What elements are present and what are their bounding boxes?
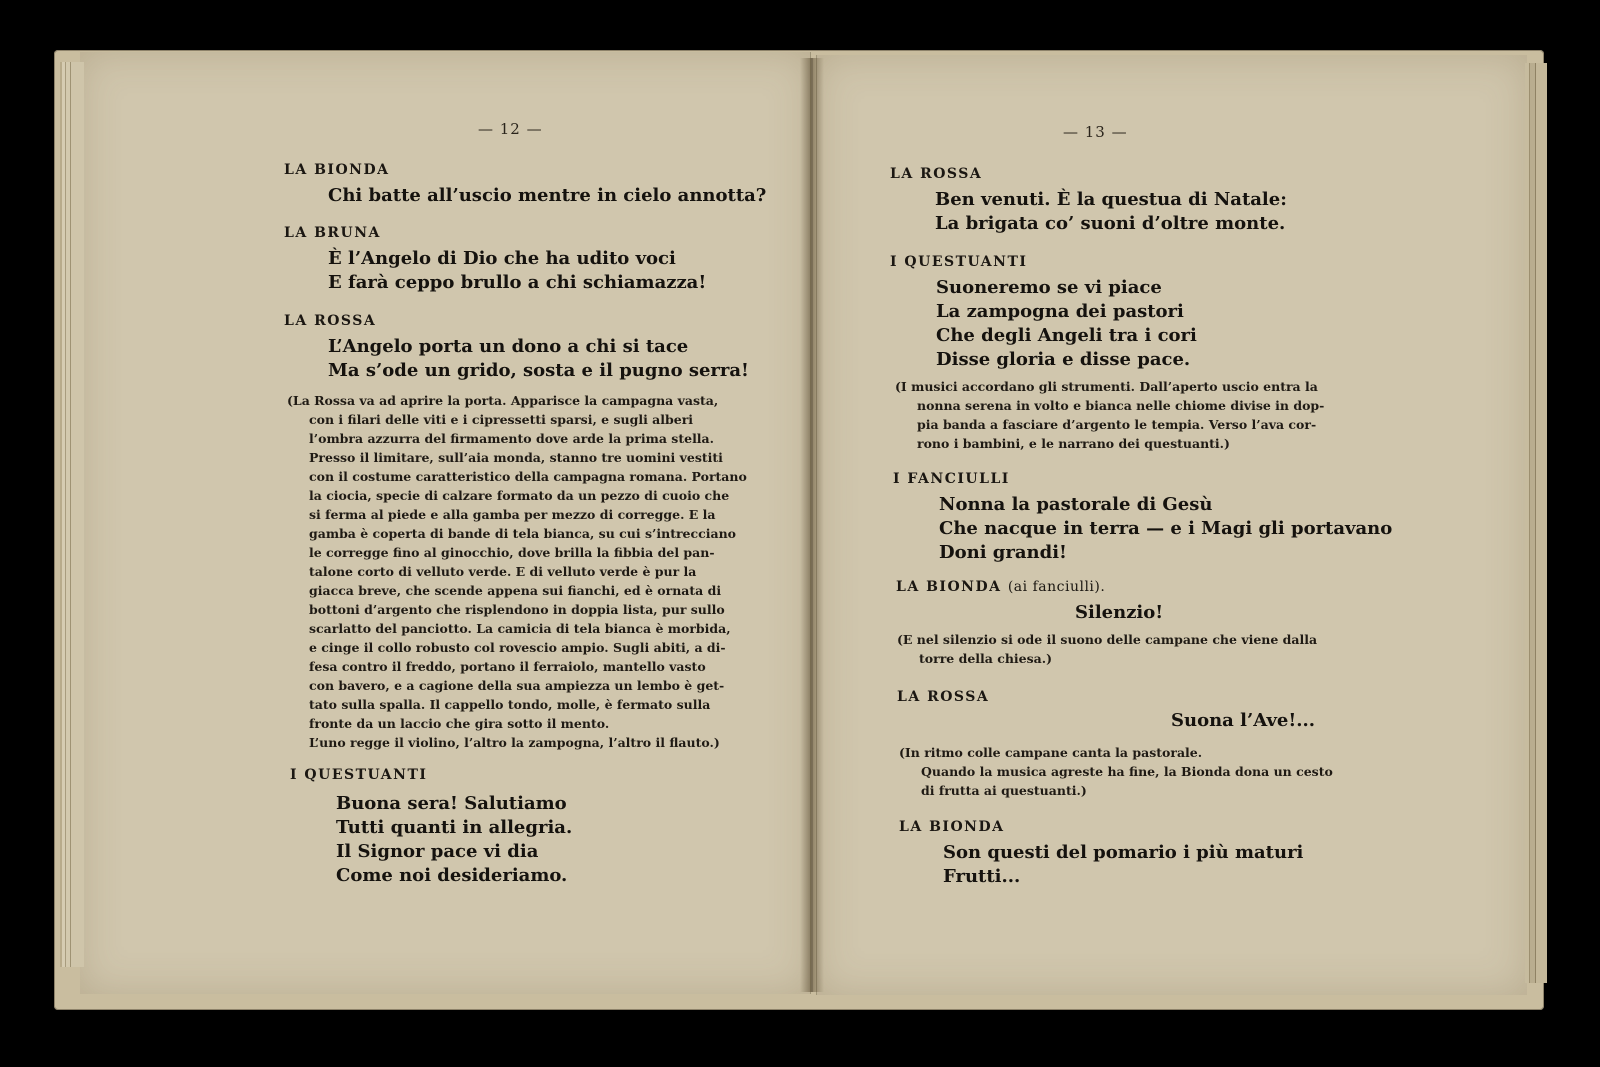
stage-line: e cinge il collo robusto col rovescio ampio. Sugli abiti, a di-: [309, 640, 726, 655]
speaker-label: LA ROSSA: [897, 689, 990, 705]
stage-line: giacca breve, che scende appena sui fianchi, ed è ornata di: [309, 583, 722, 598]
speaker-label: LA ROSSA: [284, 313, 377, 329]
verse-line: E farà ceppo brullo a chi schiamazza!: [328, 272, 707, 293]
right-page: [816, 55, 1527, 995]
stage-line: bottoni d’argento che risplendono in doppia lista, pur sullo: [309, 602, 725, 617]
verse-line: Frutti...: [943, 866, 1021, 887]
speaker-label: LA BRUNA: [284, 225, 381, 241]
verse-block: [1075, 601, 1163, 625]
stage-line: le corregge fino al ginocchio, dove brilla la fibbia del pan-: [309, 545, 715, 560]
verse-line: La zampogna dei pastori: [936, 301, 1184, 322]
verse-line: È l’Angelo di Dio che ha udito voci: [328, 248, 676, 269]
verse-line: Che nacque in terra — e i Magi gli portavano: [939, 518, 1393, 539]
stage-line: rono i bambini, e le narrano dei questuanti.): [917, 436, 1230, 451]
page-number: — 13 —: [1063, 123, 1128, 141]
verse-line: Tutti quanti in allegria.: [336, 817, 573, 838]
stage-line: talone corto di velluto verde. E di velluto verde è pur la: [309, 564, 697, 579]
stage-line: (In ritmo colle campane canta la pastorale.: [899, 745, 1203, 760]
stage-line: la ciocia, specie di calzare formato da un pezzo di cuoio che: [309, 488, 730, 503]
verse-block: [1171, 709, 1315, 733]
verse-block: [328, 184, 766, 208]
stage-line: l’ombra azzurra del firmamento dove arde la prima stella.: [309, 431, 715, 446]
speaker-note: (ai fanciulli).: [1007, 579, 1106, 595]
stage-line: nonna serena in volto e bianca nelle chiome divise in dop-: [917, 398, 1325, 413]
speaker-label: [896, 579, 1105, 595]
verse-block: [336, 792, 572, 888]
stage-direction: [895, 377, 1365, 453]
verse-line: Il Signor pace vi dia: [336, 841, 539, 862]
verse-block: [943, 841, 1303, 889]
stage-direction: [287, 391, 747, 752]
speaker-label: I QUESTUANTI: [890, 254, 1028, 270]
stage-line: tato sulla spalla. Il cappello tondo, molle, è fermato sulla: [309, 697, 711, 712]
verse-block: [328, 247, 706, 295]
verse-block: [935, 188, 1287, 236]
stage-line: si ferma al piede e alla gamba per mezzo di corregge. E la: [309, 507, 716, 522]
stage-line: (I musici accordano gli strumenti. Dall’aperto uscio entra la: [895, 379, 1318, 394]
verse-line: Son questi del pomario i più maturi: [943, 842, 1304, 863]
verse-line: Come noi desideriamo.: [336, 865, 568, 886]
verse-line: Doni grandi!: [939, 542, 1067, 563]
verse-block: [936, 276, 1197, 372]
verse-block: [939, 493, 1392, 565]
stage-line: scarlatto del panciotto. La camicia di tela bianca è morbida,: [309, 621, 731, 636]
verse-block: [328, 335, 749, 383]
verse-line: Buona sera! Salutiamo: [336, 793, 567, 814]
stage-line: con i filari delle viti e i cipressetti sparsi, e sugli alberi: [309, 412, 694, 427]
stage-direction: [897, 630, 1367, 668]
verse-line: Nonna la pastorale di Gesù: [939, 494, 1213, 515]
speaker-label: LA BIONDA: [899, 819, 1005, 835]
stage-line: con bavero, e a cagione della sua ampiezza un lembo è get-: [309, 678, 725, 693]
verse-line: La brigata co’ suoni d’oltre monte.: [935, 213, 1286, 234]
verse-line: Ma s’ode un grido, sosta e il pugno serra!: [328, 360, 749, 381]
stage-line: con il costume caratteristico della campagna romana. Portano: [309, 469, 747, 484]
stage-line: di frutta ai questuanti.): [921, 783, 1087, 798]
verse-line: Che degli Angeli tra i cori: [936, 325, 1197, 346]
stage-line: Presso il limitare, sull’aia monda, stanno tre uomini vestiti: [309, 450, 723, 465]
verse-line: L’Angelo porta un dono a chi si tace: [328, 336, 689, 357]
stage-line: Quando la musica agreste ha fine, la Bionda dona un cesto: [921, 764, 1333, 779]
stage-line: (La Rossa va ad aprire la porta. Apparisce la campagna vasta,: [287, 393, 719, 408]
stage-line: (E nel silenzio si ode il suono delle campane che viene dalla: [897, 632, 1318, 647]
left-page: [80, 52, 811, 994]
stage-line: fesa contro il freddo, portano il ferraiolo, mantello vasto: [309, 659, 706, 674]
verse-line: Chi batte all’uscio mentre in cielo annotta?: [328, 185, 767, 206]
speaker-label: I QUESTUANTI: [290, 767, 428, 783]
verse-line: Suoneremo se vi piace: [936, 277, 1162, 298]
stage-line: L’uno regge il violino, l’altro la zampogna, l’altro il flauto.): [309, 735, 720, 750]
speaker-label: LA ROSSA: [890, 166, 983, 182]
stage-line: fronte da un laccio che gira sotto il mento.: [309, 716, 610, 731]
book-gutter: [800, 58, 824, 992]
verse-line: Disse gloria e disse pace.: [936, 349, 1191, 370]
page-number: — 12 —: [478, 120, 543, 138]
stage-line: torre della chiesa.): [919, 651, 1053, 666]
stage-direction: [899, 743, 1369, 800]
speaker-label: I FANCIULLI: [893, 471, 1010, 487]
verse-line: Ben venuti. È la questua di Natale:: [935, 189, 1287, 210]
verse-line: Silenzio!: [1075, 602, 1164, 623]
speaker-label: LA BIONDA: [284, 162, 390, 178]
speaker-name: LA BIONDA: [896, 579, 1002, 595]
verse-line: Suona l’Ave!...: [1171, 710, 1316, 731]
stage-line: pia banda a fasciare d’argento le tempia. Verso l’ava cor-: [917, 417, 1317, 432]
stage-line: gamba è coperta di bande di tela bianca, su cui s’intrecciano: [309, 526, 736, 541]
